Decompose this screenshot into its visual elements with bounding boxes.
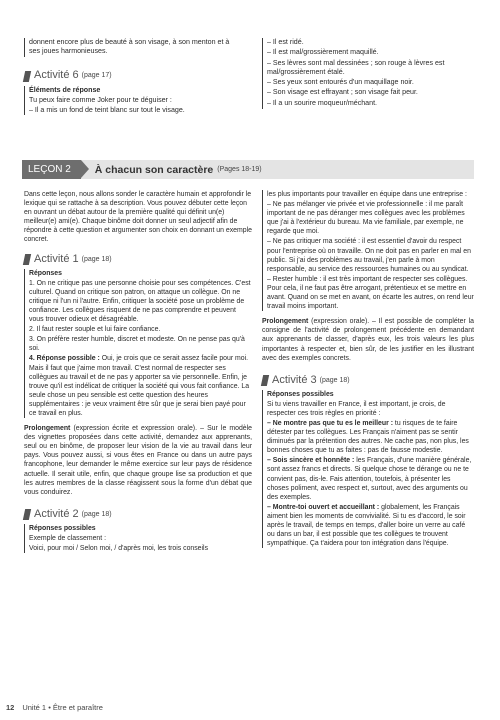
activity-2-label: Réponses possibles <box>29 524 96 532</box>
top-right-line: – Ses yeux sont entourés d'un maquillage noir. <box>267 78 414 87</box>
activity-1-heading <box>24 254 252 265</box>
activity-1-item: 1. On ne critique pas une personne choisie pour ses compétences. C'est culturel. Quand on critique son patron, on attaque un collègue. On ne critique ni l'un ni l'autre. Enfin, critiquer la société pose un problème de confiance. Les collègues risquent de ne pas comprendre et peuvent vous trouver odieux et désagréable. <box>29 279 251 324</box>
activity-marker-icon <box>23 71 31 82</box>
prolongement-1-text: (expression écrite et expression orale). – Sur le modèle des vignettes proposées dans cette activité, demandez aux apprenants, seul ou en binôme, de proposer leur vision de la vie au travail dans leur pays. Vous pouvez aussi, si vous êtes en France ou dans un autre pays francophone, leur demander le même exercice sur leur pays de résidence actuelle. Il serait utile, enfin, que chaque groupe lise sa production et que les autres membres de la classe réagissent sous la forme d'un débat que vous conduirez. <box>24 425 252 496</box>
activity-3-point-head: – Sois sincère et honnête : <box>267 457 355 465</box>
top-left-intro: donnent encore plus de beauté à son visage, à son menton et à ses joues harmonieuses. <box>24 38 240 57</box>
activity-3-label: Réponses possibles <box>267 390 334 398</box>
activity-3-point <box>267 503 474 548</box>
prolongement-1 <box>24 424 252 497</box>
top-right-line: – Son visage est effrayant ; son visage fait peur. <box>267 88 418 97</box>
page-footer <box>6 703 103 712</box>
activity-6-line: Tu peux faire comme Joker pour te déguiser : <box>29 95 172 104</box>
activity-3-heading <box>262 375 474 386</box>
activity-3-point-head: – Montre-toi ouvert et accueillant : <box>267 503 380 511</box>
activity-marker-icon <box>23 509 31 520</box>
activity-2-point: – Ne pas mélanger vie privée et vie professionnelle : il me paraît important de ne pas déranger mes collègues avec les problèmes que j'ai à l'extérieur du bureau. Ma vie familiale, par exemple, ne regarde que moi. <box>267 201 465 236</box>
prolongement-2 <box>262 317 474 362</box>
activity-6-line: – Il a mis un fond de teint blanc sur tout le visage. <box>29 106 185 115</box>
activity-2-continued-intro: les plus importants pour travailler en équipe dans une entreprise : <box>267 191 467 198</box>
activity-3-point-text: les Français, d'une manière générale, sont assez francs et directs. Si quelque chose te dérange ou ne te convient pas, dis-le. Fais attention, toutefois, à présenter les choses poliment, avec respect et, surtout, avec des arguments ou des exemples. <box>267 457 472 501</box>
activity-6-label: Éléments de réponse <box>29 85 101 94</box>
prolongement-1-label: Prolongement <box>24 425 71 433</box>
activity-1-item: 3. On préfère rester humble, discret et modeste. On ne pense pas qu'à soi. <box>29 336 245 353</box>
activity-marker-icon <box>23 254 31 265</box>
activity-2-point: – Ne pas critiquer ma société : il est essentiel d'avoir du respect pour l'entreprise où on travaille. On ne doit pas en parler en mal en public. Si j'ai des problèmes au travail, j'en parle à mon responsable, au service des ressources humaines ou au syndicat. <box>267 238 471 273</box>
activity-3-title: Activité 3 <box>272 373 317 386</box>
top-left-column <box>24 38 240 116</box>
activity-6-title: Activité 6 <box>34 69 79 82</box>
activity-6-heading <box>24 71 240 82</box>
page-number: 12 <box>6 703 15 712</box>
top-right-line: – Ses lèvres sont mal dessinées ; son rouge à lèvres est mal/grossièrement étalé. <box>267 58 445 76</box>
activity-1-title: Activité 1 <box>34 252 79 265</box>
activity-1-label: Réponses <box>29 269 62 277</box>
activity-3-page: (page 18) <box>319 376 350 384</box>
top-right-line: – Il a un sourire moqueur/méchant. <box>267 98 378 107</box>
activity-6-page: (page 17) <box>81 72 112 80</box>
lesson-banner <box>22 160 474 179</box>
activity-3-point-head: – Ne montre pas que tu es le meilleur : <box>267 419 393 427</box>
activity-marker-icon <box>261 375 269 386</box>
activity-3-point-text: tu risques de te faire détester par tes collègues. Les Français n'aiment pas se sentir diminués par la prétention des autres. Ne cache pas, non plus, les bonnes choses que tu as faites : pas de fausse modestie. <box>267 419 469 455</box>
activity-2-title: Activité 2 <box>34 507 79 520</box>
left-column <box>24 190 252 554</box>
activity-1-item: 2. Il faut rester souple et lui faire confiance. <box>29 326 161 334</box>
activity-6-body <box>24 86 240 116</box>
prolongement-2-label: Prolongement <box>262 318 309 326</box>
prolongement-2-text: (expression orale). – Il est possible de compléter la consigne de l'activité de prolongement précédente en demandant aux apprenants de classer, d'après eux, les trois valeurs les plus importantes à respecter et, bien sûr, de les justifier en les illustrant avec des exemples concrets. <box>262 318 475 362</box>
activity-2-heading <box>24 509 252 520</box>
activity-1-body <box>24 269 252 419</box>
top-right-column <box>262 38 475 109</box>
top-right-line: – Il est mal/grossièrement maquillé. <box>267 48 379 57</box>
lesson-tag: LEÇON 2 <box>22 160 81 179</box>
footer-unit: Unité 1 • Être et paraître <box>22 703 103 712</box>
activity-1-page: (page 18) <box>81 255 112 263</box>
activity-2-line: Voici, pour moi / Selon moi, / d'après moi, les trois conseils <box>29 545 209 552</box>
activity-1-item-4-label: 4. Réponse possible : <box>29 355 100 363</box>
activity-3-body <box>262 390 474 549</box>
activity-2-continued <box>262 190 474 311</box>
activity-2-point: – Rester humble : il est très important de respecter ses collègues. Pour cela, il ne faut pas être arrogant, prétentieux et se mettre en avant. Quand on se met en avant, on écarte les autres, on rend leur travail moins important. <box>267 275 474 311</box>
lesson-intro: Dans cette leçon, nous allons sonder le caractère humain et approfondir le lexique qui se rattache à sa description. Vous pouvez débuter cette leçon en ouvrant un débat autour de la première qualité qui définit un(e) meilleur(e) ami(e). Chaque binôme doit donner un seul adjectif afin de répondre à cette question et argumenter son choix en donnant un exemple concret. <box>24 191 252 244</box>
lesson-title: À chacun son caractère <box>94 163 214 176</box>
activity-1-item-4-text: Oui, je crois que ce serait assez facile pour moi. Mais il faut que j'aime mon travail. C'est normal de respecter ses collègues au travail et de ne pas y apporter sa vie personnelle. Enfin, je trouve qu'il est indélicat de critiquer la société qui vous fait confiance. La seule chose un peu sensible est cette question des heures supplémentaires : je veux vraiment être sûr que je serai bien payé pour ce travail en plus. <box>29 355 250 417</box>
activity-1-item-4 <box>29 354 252 418</box>
top-right-line: – Il est ridé. <box>267 38 304 46</box>
activity-3-intro: Si tu viens travailler en France, il est important, je crois, de respecter ces trois règles en priorité : <box>267 400 446 417</box>
right-column <box>262 190 474 549</box>
activity-3-point <box>267 419 474 455</box>
activity-2-body <box>24 524 252 553</box>
activity-3-point-text: globalement, les Français aiment bien les moments de convivialité. Si tu es d'accord, le soir après le travail, de temps en temps, d'aller boire un verre au café ou dans un bar, il est possible que tes collègues te trouvent sympathique. Ça t'aidera pour ton intégration dans l'équipe. <box>267 503 466 548</box>
activity-2-line: Exemple de classement : <box>29 534 106 542</box>
activity-2-page: (page 18) <box>81 510 112 518</box>
activity-3-point <box>267 456 474 501</box>
lesson-pages: (Pages 18-19) <box>217 166 262 173</box>
